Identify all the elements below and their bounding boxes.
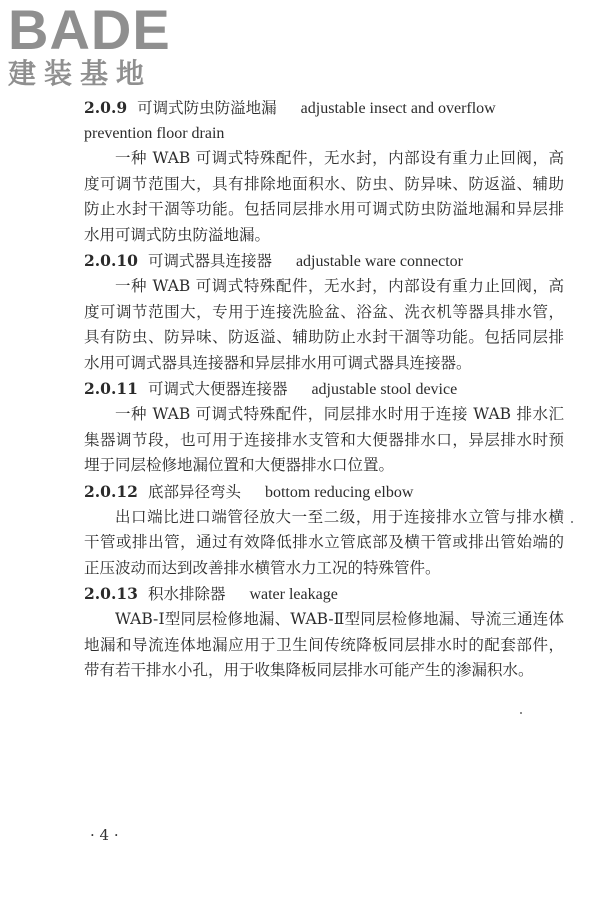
page-number: · 4 · [90,826,119,844]
definition-entry [84,96,564,248]
entry-term: 可调式防虫防溢地漏 [137,99,277,117]
entry-number: 2.0.11 [84,379,138,398]
entry-english-term: adjustable insect and overflow prevention floor drain [84,100,496,142]
entry-description: 一种 WAB 可调式特殊配件，无水封，内部设有重力止回阀，高度可调节范围大，专用于连接洗脸盆、浴盆、洗衣机等器具排水管，具有防虫、防异味、防返溢、辅助防止水封干涸等功能。包括同层排水用可调式器具连接器和异层排水用可调式器具连接器。 [84,277,564,372]
definition-entry [84,249,564,376]
entry-english-term: adjustable ware connector [295,253,463,270]
entry-term: 可调式大便器连接器 [147,380,288,398]
entry-term: 底部异径弯头 [147,482,241,501]
definition-entry [84,582,564,684]
entry-number: 2.0.12 [84,481,138,501]
entry-description: 一种 WAB 可调式特殊配件，同层排水时用于连接 WAB 排水汇集器调节段，也可用于连接排水支管和大便器排水口，异层排水时预埋于同层检修地漏位置和大便器排水口位置。 [84,405,564,474]
entry-description: 一种 WAB 可调式特殊配件，无水封，内部设有重力止回阀，高度可调节范围大，具有排除地面积水、防虫、防异味、防返溢、辅助防止水封干涸等功能。包括同层排水用可调式防虫防溢地漏和异层排水用可调式防虫防溢地漏。 [84,149,564,244]
entry-english-term: water leakage [249,586,338,603]
entry-heading [84,96,564,146]
definition-entry [84,377,564,479]
definition-entry [84,480,564,582]
entry-number: 2.0.10 [84,251,138,270]
entry-number: 2.0.13 [84,584,138,603]
entry-heading [84,582,564,607]
entry-heading [84,249,564,274]
logo-subtitle: 建装基地 [8,57,153,90]
scan-speck [571,521,573,523]
entry-description: WAB-Ⅰ型同层检修地漏、WAB-Ⅱ型同层检修地漏、导流三通连体地漏和导流连体地漏应用于卫生间传统降板同层排水时的配套部件，带有若干排水小孔，用于收集降板同层排水可能产生的渗漏积水。 [84,610,564,679]
entry-heading [84,377,564,402]
logo-wordmark: BADE [8,0,171,61]
entry-term: 积水排除器 [147,585,226,603]
entry-heading [84,480,564,505]
site-logo [8,0,183,90]
entry-number: 2.0.9 [84,98,128,117]
document-body [84,96,564,685]
entry-description: 出口端比进口端管径放大一至二级，用于连接排水立管与排水横干管或排出管，通过有效降低排水立管底部及横干管或排出管始端的正压波动而达到改善排水横管水力工况的特殊管件。 [84,507,564,577]
entry-english-term: adjustable stool device [311,381,458,398]
scan-speck [520,712,522,714]
entry-term: 可调式器具连接器 [147,252,272,270]
entry-english-term: bottom reducing elbow [264,483,414,501]
